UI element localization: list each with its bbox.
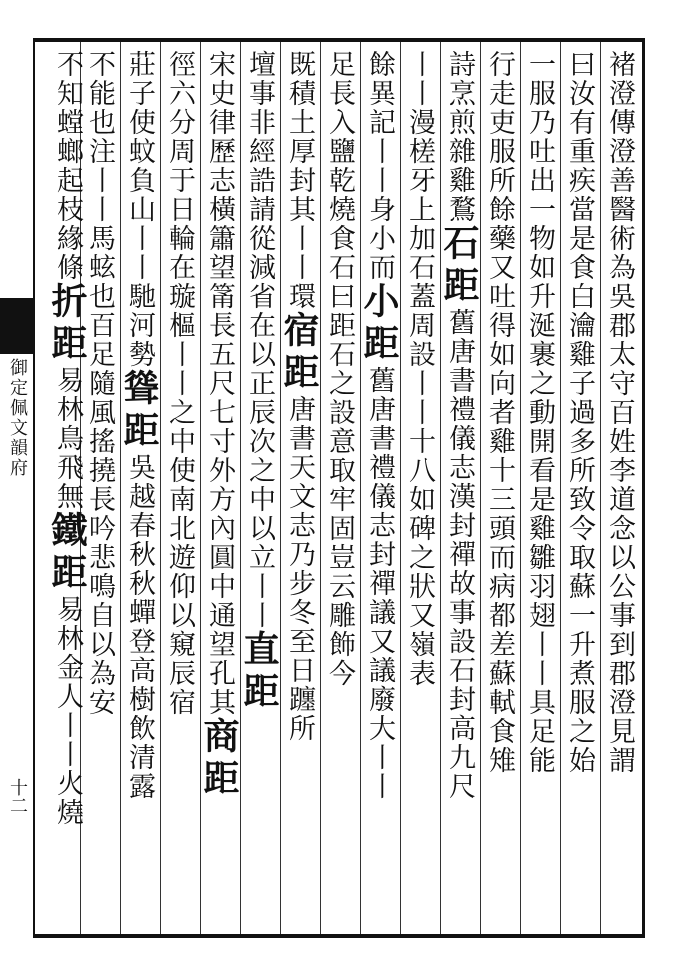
note-text: 隨風搖撓長吟悲鳴自以為安: [84, 369, 115, 717]
text-column-6: [404, 50, 434, 930]
headword-zhe-ju: 折距: [46, 282, 88, 366]
text-column-11: [198, 50, 240, 930]
text-column-13: [118, 50, 160, 930]
headword-xiao-ju: 小距: [358, 282, 400, 366]
column-rule: [160, 42, 161, 934]
column-rule: [480, 42, 481, 934]
text-column-10: [238, 50, 280, 930]
headword-zhi-ju: 直距: [238, 630, 280, 714]
column-rule: [320, 42, 321, 934]
text-column-14: [84, 50, 114, 930]
column-rule: [400, 42, 401, 934]
text-column-12: 徑六分周于日輪在璇樞丨丨之中使南北遊仰以窺辰宿: [164, 50, 195, 717]
note-text: 上加石蓋周設丨丨十八如碑之狀又嶺表: [404, 195, 435, 688]
column-rule: [240, 42, 241, 934]
column-text: 不能也注丨丨馬蚿也百足: [84, 50, 115, 369]
text-column-5: [438, 50, 480, 930]
margin-fishtail-mark: [0, 298, 33, 354]
note-text: 舊唐書禮儀志封禪議又議廢大丨丨: [364, 366, 395, 801]
headword-shang-ju: 商距: [198, 717, 240, 801]
column-text: 足長入鹽乾燒食: [324, 50, 355, 253]
note-text: 舊唐書禮儀志漢封禪故事設石封高九尺: [444, 308, 475, 801]
column-rule: [360, 42, 361, 934]
column-text: 壇事非經誥請從減省: [244, 50, 275, 311]
text-column-9: [278, 50, 320, 930]
note-text: 石曰距石之設意取牢固豈云雕飾今: [324, 253, 355, 688]
headword-song-ju: 聳距: [118, 369, 160, 453]
text-column-2: 曰汝有重疾當是食白瀹雞子過多所致令取蘇一升煮服之始: [564, 50, 595, 775]
column-text: 詩烹煎雜雞鶩: [444, 50, 475, 224]
note-text: 唐書天文志乃步冬至日躔所: [284, 395, 315, 743]
margin-page-number: 十二: [7, 778, 28, 814]
note-text: 易林鳥飛無: [52, 366, 83, 511]
column-rule: [560, 42, 561, 934]
text-column-4: 行走吏服所餘藥又吐得如向者雞十三頭而病都差蘇軾食雉: [484, 50, 515, 775]
column-text: 莊子使蚊負山丨丨馳河勢: [124, 50, 155, 369]
column-rule: [520, 42, 521, 934]
column-rule: [600, 42, 601, 934]
page-margin: [0, 38, 33, 938]
text-column-8: [324, 50, 354, 930]
column-rule: [280, 42, 281, 934]
note-text: 易林金人丨丨火燒: [52, 595, 83, 827]
column-text: 既積土厚封其丨丨環: [284, 50, 315, 311]
column-rule: [440, 42, 441, 934]
column-text: 不知螳螂起枝緣條: [52, 50, 83, 282]
column-rule: [120, 42, 121, 934]
margin-book-title: 御定佩文韻府: [7, 358, 28, 478]
text-column-15: [46, 50, 88, 930]
column-text: 餘異記丨丨身小而: [364, 50, 395, 282]
text-column-7: [358, 50, 400, 930]
headword-su-ju: 宿距: [278, 311, 320, 395]
headword-tie-ju: 鐵距: [46, 511, 88, 595]
text-column-3: 一服乃吐出一物如升涎裹之動開看是雞雛羽翅丨丨具足能: [524, 50, 555, 775]
column-text: 宋史律歷志橫簫望筩長五尺七寸外方內圓中通望孔其: [204, 50, 235, 717]
note-text: 吳越春秋秋蟬登高樹飲清露: [124, 453, 155, 801]
note-text: 在以正辰次之中以立丨丨: [244, 311, 275, 630]
text-column-1: 褚澄傳澄善醫術為吳郡太守百姓李道念以公事到郡澄見謂: [604, 50, 635, 775]
column-text: 丨丨漫槎牙: [404, 50, 435, 195]
headword-shi-ju: 石距: [438, 224, 480, 308]
